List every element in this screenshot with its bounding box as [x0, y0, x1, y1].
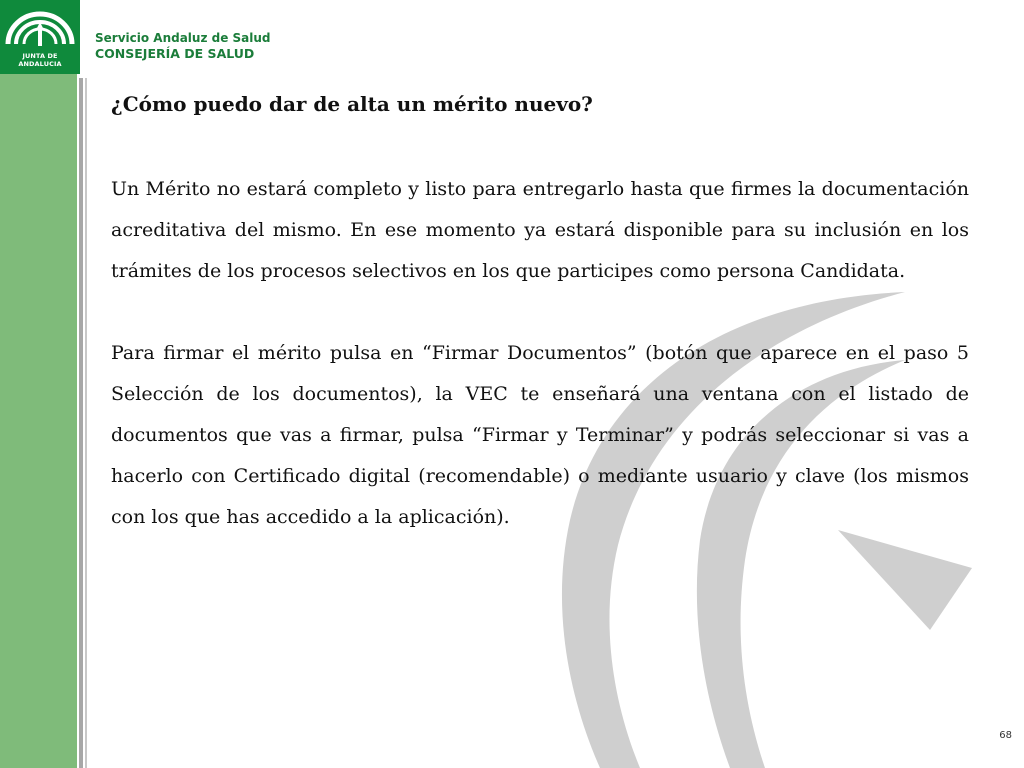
- brand-ministry-name: CONSEJERÍA DE SALUD: [95, 46, 255, 61]
- main-content: [111, 88, 969, 538]
- brand-service-name: Servicio Andaluz de Salud: [95, 31, 271, 45]
- paragraph-merit-completion: Un Mérito no estará completo y listo para entregarlo hasta que firmes la documentación acreditativa del mismo. En ese momento ya estará disponible para su inclusión en los trámites de los procesos selectivos en los que participes como persona Candidata.: [111, 178, 969, 282]
- paragraph-signing-instructions: Para firmar el mérito pulsa en “Firmar Documentos” (botón que aparece en el paso 5 Selección de los documentos), la VEC te enseñará una ventana con el listado de documentos que vas a firmar, pulsa “Firmar y Terminar” y podrás seleccionar si vas a hacerlo con Certificado digital (recomendable) o mediante usuario y clave (los mismos con los que has accedido a la aplicación).: [111, 342, 969, 528]
- logo-caption: JUNTA DE ANDALUCIA: [18, 52, 62, 68]
- page-title: ¿Cómo puedo dar de alta un mérito nuevo?: [111, 92, 593, 116]
- page-number: 68: [999, 730, 1012, 741]
